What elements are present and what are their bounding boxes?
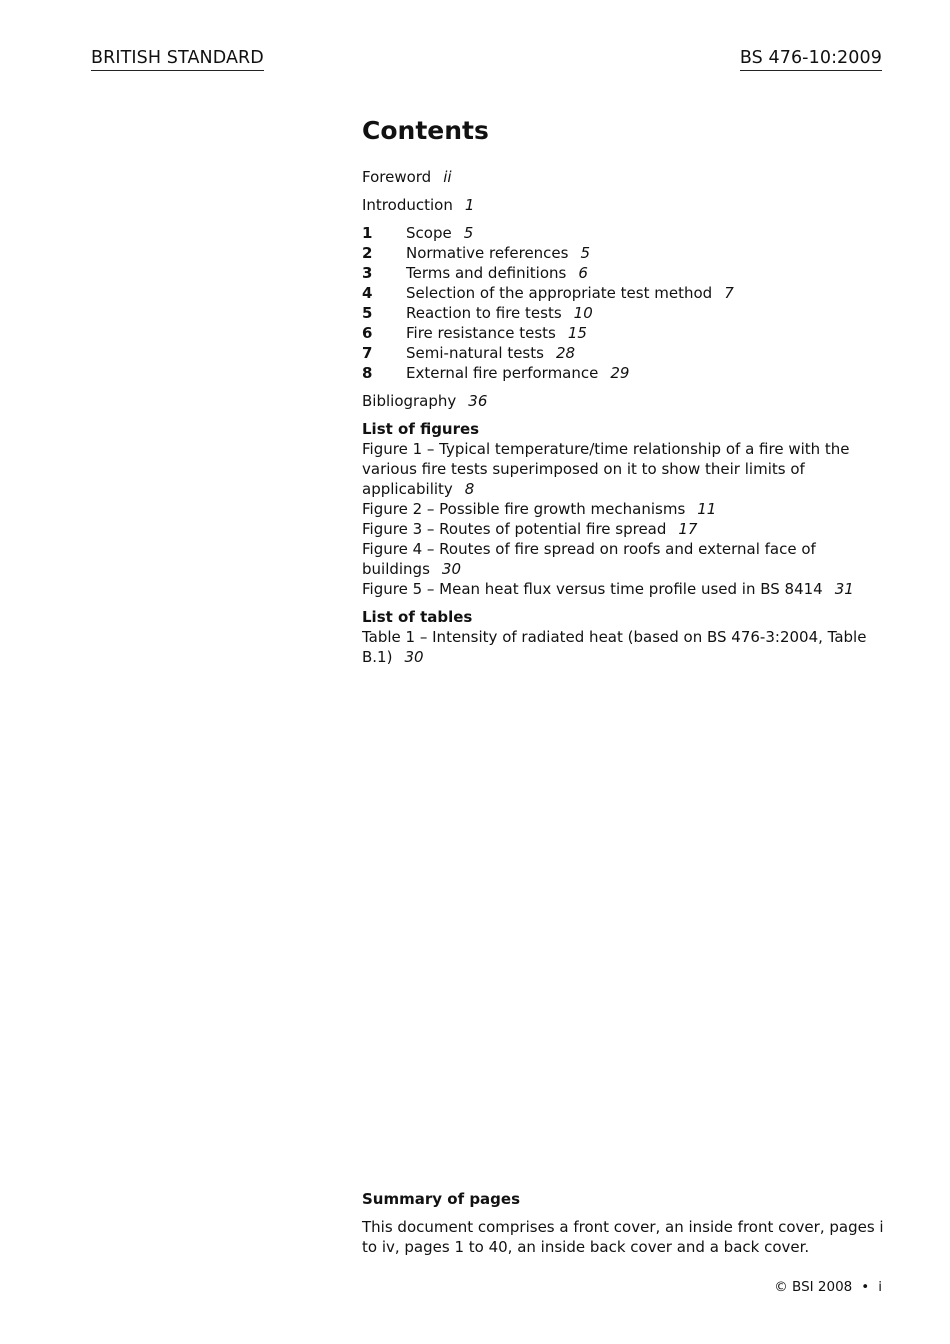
toc-clause-8[interactable]: [362, 363, 892, 383]
table-label: Table 1 – Intensity of radiated heat (based on BS 476-3:2004, Table B.1): [362, 628, 867, 666]
copyright-notice: © BSI 2008: [774, 1279, 853, 1295]
toc-entry-introduction[interactable]: [362, 195, 892, 215]
clause-number: 5: [362, 304, 373, 322]
clause-number: 6: [362, 324, 373, 342]
figure-page: 11: [697, 500, 717, 518]
figure-entry-4[interactable]: [362, 539, 892, 579]
table-of-contents: [362, 167, 892, 667]
figure-page: 31: [834, 580, 854, 598]
figure-page: 8: [464, 480, 475, 498]
toc-clause-7[interactable]: [362, 343, 892, 363]
toc-clause-6[interactable]: [362, 323, 892, 343]
header-standard-label: BRITISH STANDARD: [91, 48, 264, 71]
toc-entry-bibliography[interactable]: [362, 391, 892, 411]
clause-label: Semi-natural tests: [406, 344, 544, 362]
page-number: i: [878, 1279, 882, 1295]
figure-label: Figure 3 – Routes of potential fire spread: [362, 520, 667, 538]
figure-label: Figure 1 – Typical temperature/time relationship of a fire with the various fire tests superimposed on it to show their limits of applicability: [362, 440, 850, 498]
clause-number: 2: [362, 244, 373, 262]
clause-page: 10: [573, 304, 593, 322]
toc-clause-3[interactable]: [362, 263, 892, 283]
clause-label: Selection of the appropriate test method: [406, 284, 713, 302]
figure-entry-1[interactable]: [362, 439, 892, 499]
clause-label: Normative references: [406, 244, 569, 262]
toc-entry-page: ii: [443, 168, 452, 186]
list-of-figures-heading: List of figures: [362, 420, 480, 438]
toc-clause-4[interactable]: [362, 283, 892, 303]
table-page: 30: [404, 648, 424, 666]
clause-number: 8: [362, 364, 373, 382]
clause-number: 1: [362, 224, 373, 242]
clause-label: Fire resistance tests: [406, 324, 556, 342]
figure-label: Figure 4 – Routes of fire spread on roofs and external face of buildings: [362, 540, 816, 578]
contents-title: Contents: [362, 116, 489, 145]
toc-entry-label: Bibliography: [362, 392, 457, 410]
figure-page: 17: [678, 520, 698, 538]
summary-of-pages: [362, 1189, 887, 1257]
clause-page: 6: [578, 264, 588, 282]
header-document-number: BS 476-10:2009: [740, 48, 882, 71]
page-footer: [774, 1279, 882, 1295]
clause-page: 29: [610, 364, 630, 382]
toc-entry-page: 36: [468, 392, 488, 410]
figure-entry-2[interactable]: [362, 499, 892, 519]
figure-label: Figure 5 – Mean heat flux versus time profile used in BS 8414: [362, 580, 823, 598]
figure-label: Figure 2 – Possible fire growth mechanisms: [362, 500, 686, 518]
summary-heading: Summary of pages: [362, 1190, 521, 1208]
clause-label: Terms and definitions: [406, 264, 567, 282]
figure-entry-3[interactable]: [362, 519, 892, 539]
toc-clause-5[interactable]: [362, 303, 892, 323]
toc-clause-1[interactable]: [362, 223, 892, 243]
table-entry-1[interactable]: [362, 627, 892, 667]
clause-number: 4: [362, 284, 373, 302]
toc-entry-foreword[interactable]: [362, 167, 892, 187]
clause-number: 7: [362, 344, 373, 362]
clause-number: 3: [362, 264, 373, 282]
clause-page: 28: [555, 344, 576, 362]
clause-page: 15: [567, 324, 587, 342]
clause-label: Scope: [406, 224, 452, 242]
toc-entry-label: Introduction: [362, 196, 453, 214]
clause-label: Reaction to fire tests: [406, 304, 562, 322]
figure-entry-5[interactable]: [362, 579, 892, 599]
list-of-tables-heading: List of tables: [362, 608, 473, 626]
clause-page: 7: [724, 284, 734, 302]
summary-text: This document comprises a front cover, an inside front cover, pages i to iv, pages 1 to 40, an inside back cover and a back cover.: [362, 1218, 884, 1256]
toc-clause-2[interactable]: [362, 243, 892, 263]
clause-page: 5: [580, 244, 591, 262]
clause-page: 5: [463, 224, 474, 242]
figure-page: 30: [441, 560, 461, 578]
clause-label: External fire performance: [406, 364, 599, 382]
toc-entry-label: Foreword: [362, 168, 432, 186]
bullet-separator: •: [861, 1279, 870, 1295]
toc-entry-page: 1: [464, 196, 475, 214]
